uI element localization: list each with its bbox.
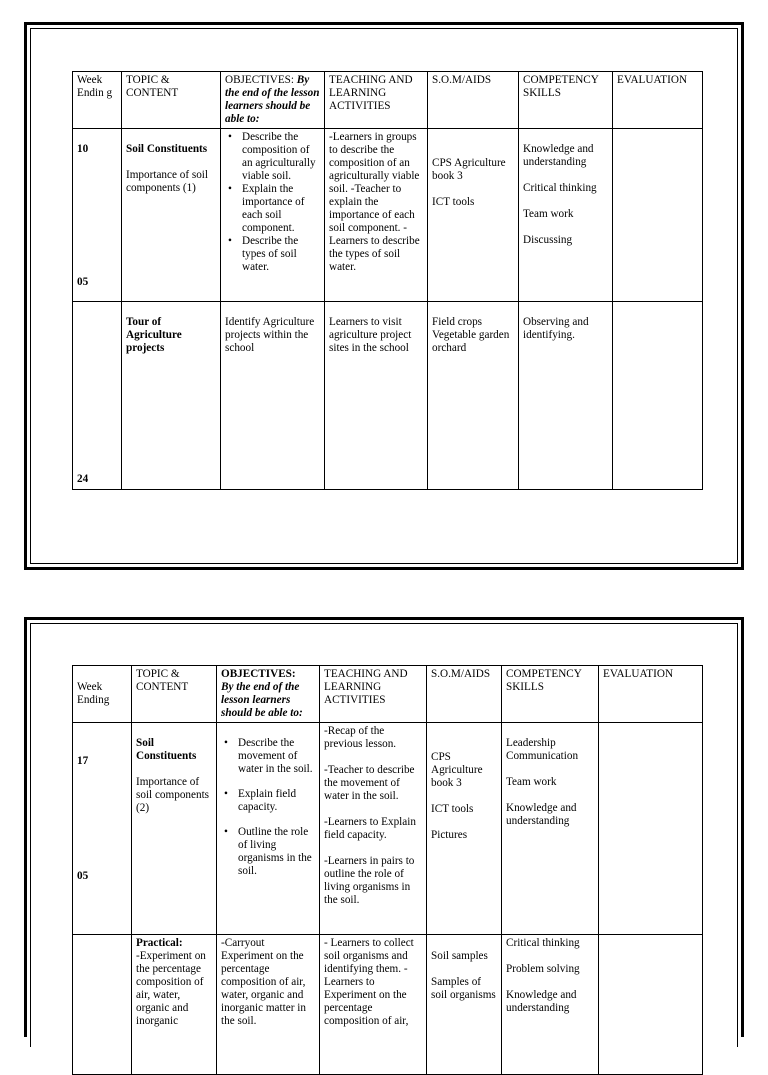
skill-item: Knowledge and understanding bbox=[506, 989, 577, 1014]
evaluation-cell bbox=[613, 129, 703, 302]
objective-item: • Describe the movement of water in the soil. bbox=[238, 737, 315, 776]
aid-item: CPS Agriculture book 3 bbox=[432, 157, 506, 182]
scheme-table-2 bbox=[72, 665, 703, 1075]
week-cell bbox=[73, 723, 132, 935]
topic-subtitle: Importance of soil components (1) bbox=[126, 169, 209, 194]
skill-item: Problem solving bbox=[506, 963, 580, 975]
header-week bbox=[73, 666, 132, 723]
skills-cell bbox=[502, 935, 599, 1075]
aid-item: Samples of soil organisms bbox=[431, 976, 496, 1001]
skill-item: Discussing bbox=[523, 234, 573, 246]
topic-cell bbox=[122, 302, 221, 490]
header-competency: COMPETENCY SKILLS bbox=[519, 72, 613, 129]
topic-title: Soil Constituents bbox=[126, 143, 208, 155]
objective-item: • Describe the composition of an agriculturally viable soil. bbox=[242, 131, 320, 183]
lesson-plan-page-1 bbox=[24, 22, 744, 570]
topic-body: -Experiment on the percentage composition of air, water, organic and inorganic bbox=[136, 950, 206, 1027]
header-objectives bbox=[221, 72, 325, 129]
header-som: S.O.M/AIDS bbox=[427, 666, 502, 723]
header-objectives bbox=[217, 666, 320, 723]
evaluation-cell bbox=[599, 723, 703, 935]
activities-cell: - Learners to collect soil organisms and identifying them. -Learners to Experiment on the percentage composition of air, bbox=[320, 935, 427, 1075]
header-objectives-italic: By the end of the lesson learners should be able to: bbox=[221, 681, 303, 719]
aid-text: Field crops Vegetable garden orchard bbox=[432, 316, 510, 354]
activity-text: Learners to visit agriculture project sites in the school bbox=[329, 316, 412, 354]
activities-cell bbox=[325, 302, 428, 490]
topic-cell bbox=[132, 935, 217, 1075]
objective-item: • Explain field capacity. bbox=[238, 788, 315, 814]
header-evaluation: EVALUATION bbox=[599, 666, 703, 723]
objective-item: • Outline the role of living organisms in the soil. bbox=[238, 826, 315, 878]
header-week-label: Week Ending bbox=[77, 681, 110, 706]
header-row bbox=[73, 666, 703, 723]
objectives-list bbox=[221, 737, 315, 878]
week-cell bbox=[73, 302, 122, 490]
table-row bbox=[73, 935, 703, 1075]
table-row bbox=[73, 129, 703, 302]
skills-cell bbox=[502, 723, 599, 935]
week-cell bbox=[73, 129, 122, 302]
skill-item: Critical thinking bbox=[523, 182, 597, 194]
skills-cell bbox=[519, 129, 613, 302]
aid-item: Pictures bbox=[431, 829, 468, 841]
topic-title: Practical: bbox=[136, 937, 183, 949]
aid-item: CPS Agriculture book 3 bbox=[431, 751, 483, 789]
objective-item: • Describe the types of soil water. bbox=[242, 235, 320, 274]
header-row bbox=[73, 72, 703, 129]
header-topic: TOPIC & CONTENT bbox=[132, 666, 217, 723]
week-start: 17 bbox=[77, 755, 89, 767]
week-start: 10 bbox=[77, 143, 89, 155]
evaluation-cell bbox=[599, 935, 703, 1075]
topic-title: Tour of Agriculture projects bbox=[126, 316, 182, 354]
aids-cell bbox=[428, 302, 519, 490]
activities-cell bbox=[320, 723, 427, 935]
aids-cell bbox=[427, 935, 502, 1075]
objectives-list bbox=[225, 131, 320, 274]
activity-item: -Learners to Explain field capacity. bbox=[324, 816, 416, 841]
scheme-table-1 bbox=[72, 71, 703, 490]
aid-item: ICT tools bbox=[431, 803, 474, 815]
topic-cell bbox=[132, 723, 217, 935]
week-cell bbox=[73, 935, 132, 1075]
header-objectives-label: OBJECTIVES: bbox=[225, 74, 294, 86]
skill-text: Observing and identifying. bbox=[523, 316, 589, 341]
week-end: 24 bbox=[77, 473, 89, 485]
objectives-cell bbox=[217, 723, 320, 935]
week-end: 05 bbox=[77, 870, 89, 882]
header-evaluation: EVALUATION bbox=[613, 72, 703, 129]
objectives-cell bbox=[221, 302, 325, 490]
aid-item: ICT tools bbox=[432, 196, 475, 208]
header-objectives-label: OBJECTIVES: bbox=[221, 668, 296, 680]
objectives-cell: -Carryout Experiment on the percentage composition of air, water, organic and inorganic matter in the soil. bbox=[217, 935, 320, 1075]
skill-item: Knowledge and understanding bbox=[506, 802, 577, 827]
skill-item: Team work bbox=[523, 208, 574, 220]
skill-item: Knowledge and understanding bbox=[523, 143, 594, 168]
header-teaching: TEACHING AND LEARNING ACTIVITIES bbox=[325, 72, 428, 129]
lesson-plan-page-2 bbox=[24, 617, 744, 1037]
week-end: 05 bbox=[77, 276, 89, 288]
header-som: S.O.M/AIDS bbox=[428, 72, 519, 129]
skill-item: Leadership Communication bbox=[506, 737, 579, 762]
activity-item: -Learners in pairs to outline the role of living organisms in the soil. bbox=[324, 855, 415, 906]
aids-cell bbox=[428, 129, 519, 302]
skills-cell bbox=[519, 302, 613, 490]
skill-item: Team work bbox=[506, 776, 557, 788]
activities-cell: -Learners in groups to describe the composition of an agriculturally viable soil. -Teacher to explain the importance of each soil component. -Learners to describe the types of soil water. bbox=[325, 129, 428, 302]
evaluation-cell bbox=[613, 302, 703, 490]
skill-item: Critical thinking bbox=[506, 937, 580, 949]
topic-cell bbox=[122, 129, 221, 302]
header-competency: COMPETENCY SKILLS bbox=[502, 666, 599, 723]
header-topic: TOPIC & CONTENT bbox=[122, 72, 221, 129]
header-teaching: TEACHING AND LEARNING ACTIVITIES bbox=[320, 666, 427, 723]
aid-item: Soil samples bbox=[431, 950, 488, 962]
topic-subtitle: Importance of soil components (2) bbox=[136, 776, 210, 814]
topic-title: Soil Constituents bbox=[136, 737, 197, 762]
header-week: Week Endin g bbox=[73, 72, 122, 129]
aids-cell bbox=[427, 723, 502, 935]
header-objectives-italic: By the end of the lesson learners should be able to: bbox=[225, 74, 320, 125]
objective-text: Identify Agriculture projects within the school bbox=[225, 316, 315, 354]
objectives-cell bbox=[221, 129, 325, 302]
activity-item: -Recap of the previous lesson. bbox=[324, 725, 397, 750]
activity-item: -Teacher to describe the movement of water in the soil. bbox=[324, 764, 415, 802]
objective-item: • Explain the importance of each soil component. bbox=[242, 183, 320, 235]
table-row bbox=[73, 302, 703, 490]
table-row bbox=[73, 723, 703, 935]
